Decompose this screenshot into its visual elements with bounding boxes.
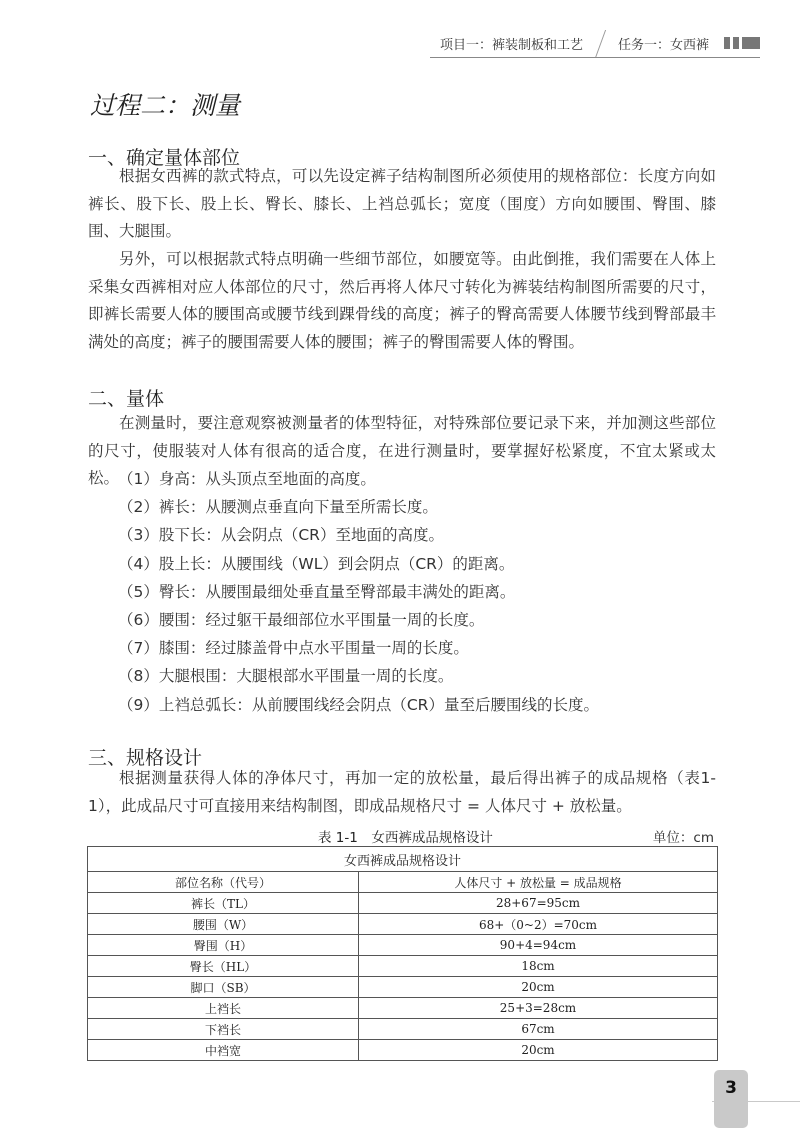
header-rule [430, 57, 760, 58]
list-item: （2）裤长：从腰测点垂直向下量至所需长度。 [118, 498, 438, 517]
table-cell: 上裆长 [88, 998, 359, 1019]
table-cell: 腰围（W） [88, 914, 359, 935]
table-cell: 中裆宽 [88, 1040, 359, 1061]
table-row [88, 1019, 718, 1040]
table-cell: 90+4=94cm [359, 935, 718, 956]
column-header-formula: 人体尺寸 + 放松量 = 成品规格 [359, 872, 718, 893]
table-cell: 28+67=95cm [359, 893, 718, 914]
process-title: 过程二：测量 [90, 91, 241, 120]
table-caption: 表 1-1 女西裤成品规格设计 [318, 830, 493, 846]
table-cell: 25+3=28cm [359, 998, 718, 1019]
table-cell: 18cm [359, 956, 718, 977]
header-project: 项目一：裤装制板和工艺 [440, 38, 584, 53]
list-item: （3）股下长：从会阴点（CR）至地面的高度。 [118, 526, 444, 545]
table-cell: 脚口（SB） [88, 977, 359, 998]
header-separator [595, 30, 606, 58]
header-task: 任务一：女西裤 [618, 38, 710, 53]
section-1-paragraph-2: 另外，可以根据款式特点明确一些细节部位，如腰宽等。由此倒推，我们需要在人体上采集女西裤相对应人体部位的尺寸，然后再将人体尺寸转化为裤装结构制图所需要的尺寸，即裤长需要人体的腰围高或腰节线到踝骨线的高度；裤子的臀高需要人体腰节线到臀部最丰满处的高度；裤子的腰围需要人体的腰围；裤子的臀围需要人体的臀围。 [88, 250, 716, 351]
list-item: （4）股上长：从腰围线（WL）到会阴点（CR）的距离。 [118, 554, 515, 573]
table-row [88, 1040, 718, 1061]
list-item: （1）身高：从头顶点至地面的高度。 [118, 470, 376, 488]
table-cell: 20cm [359, 1040, 718, 1061]
table-cell: 20cm [359, 977, 718, 998]
table-cell: 臀围（H） [88, 935, 359, 956]
spec-table [87, 846, 718, 1061]
list-item: （8）大腿根围：大腿根部水平围量一周的长度。 [118, 667, 454, 686]
section-2-title: 二、量体 [88, 388, 165, 410]
footer-rule [712, 1101, 800, 1102]
section-1-paragraph-1: 根据女西裤的款式特点，可以先设定裤子结构制图所必须使用的规格部位：长度方向如裤长、股下长、股上长、臀长、膝长、上裆总弧长；宽度（围度）方向如腰围、臀围、膝围、大腿围。 [88, 167, 716, 240]
measurement-list [118, 465, 599, 719]
list-item: （9）上裆总弧长：从前腰围线经会阴点（CR）量至后腰围线的长度。 [118, 695, 599, 714]
table-row [88, 914, 718, 935]
section-3-title: 三、规格设计 [88, 747, 203, 769]
page-number-tab [714, 1070, 748, 1128]
table-row [88, 998, 718, 1019]
table-header-row [88, 872, 718, 893]
table-unit: 单位：cm [652, 830, 714, 846]
section-3-paragraph-1: 根据测量获得人体的净体尺寸，再加一定的放松量，最后得出裤子的成品规格（表1-1），此成品尺寸可直接用来结构制图，即成品规格尺寸 = 人体尺寸 + 放松量。 [88, 769, 716, 815]
table-title: 女西裤成品规格设计 [88, 847, 718, 872]
table-cell: 臀长（HL） [88, 956, 359, 977]
table-cell: 裤长（TL） [88, 893, 359, 914]
page-number: 3 [725, 1078, 737, 1098]
column-header-part: 部位名称（代号） [88, 872, 359, 893]
list-item: （7）膝围：经过膝盖骨中点水平围量一周的长度。 [118, 639, 469, 658]
header-bars-icon [721, 37, 760, 49]
section-2-paragraph-1: 在测量时，要注意观察被测量者的体型特征，对特殊部位要记录下来，并加测这些部位的尺寸，使服装对人体有很高的适合度，在进行测量时，要掌握好松紧度，不宜太紧或太松。 [88, 414, 716, 487]
running-header [430, 28, 760, 58]
section-1-title: 一、确定量体部位 [88, 147, 241, 169]
table-row [88, 893, 718, 914]
table-cell: 下裆长 [88, 1019, 359, 1040]
table-row [88, 977, 718, 998]
table-cell: 68+（0~2）=70cm [359, 914, 718, 935]
table-row [88, 935, 718, 956]
list-item: （6）腰围：经过躯干最细部位水平围量一周的长度。 [118, 610, 485, 629]
table-row [88, 956, 718, 977]
table-cell: 67cm [359, 1019, 718, 1040]
list-item: （5）臀长：从腰围最细处垂直量至臀部最丰满处的距离。 [118, 582, 516, 601]
